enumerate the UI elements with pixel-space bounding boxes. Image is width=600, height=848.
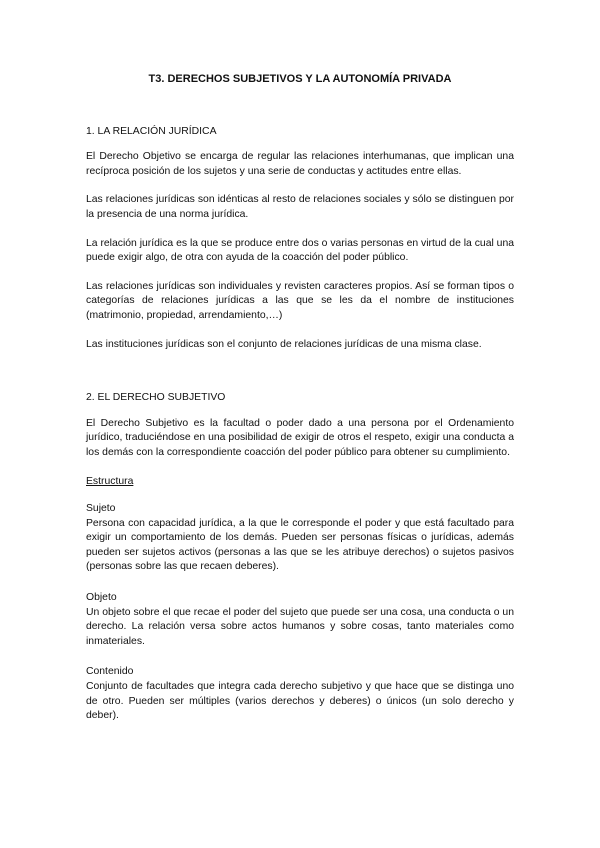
section-1-paragraph-3: La relación jurídica es la que se produce entre dos o varias personas en virtud de la cual una puede exigir algo, de otra con ayuda de la coacción del poder público. — [86, 237, 515, 264]
section-1-paragraph-4: Las relaciones jurídicas son individuales y revisten caracteres propios. Así se forman tipos o categorías de relaciones jurídicas a las que se les da el nombre de instituciones (matrimonio, propiedad, arrendamiento,…) — [86, 280, 514, 321]
section-1-paragraph-5: Las instituciones jurídicas son el conjunto de relaciones jurídicas de una misma clase. — [86, 338, 482, 350]
document-title: T3. DERECHOS SUBJETIVOS Y LA AUTONOMÍA PRIVADA — [148, 73, 452, 85]
section-2-heading: 2. EL DERECHO SUBJETIVO — [86, 392, 226, 404]
section-2-intro: El Derecho Subjetivo es la facultad o poder dado a una persona por el Ordenamiento jurídico, traduciéndose en una posibilidad de exigir de otros el respeto, exigir una conducta a los demás con la correspondiente coacción del poder público para obtener su cumplimiento. — [86, 417, 514, 458]
sujeto-heading: Sujeto — [86, 503, 116, 515]
objeto-heading: Objeto — [86, 592, 117, 604]
structure-heading: Estructura — [86, 475, 134, 487]
section-1-paragraph-2: Las relaciones jurídicas son idénticas al resto de relaciones sociales y sólo se distinguen por la presencia de una norma jurídica. — [86, 194, 514, 220]
contenido-heading: Contenido — [86, 666, 134, 678]
contenido-body: Conjunto de facultades que integra cada derecho subjetivo y que hace que se distinga uno de otro. Pueden ser múltiples (varios derechos y deberes) o únicos (un solo derecho y deber). — [86, 681, 514, 722]
section-1-paragraph-1: El Derecho Objetivo se encarga de regular las relaciones interhumanas, que implican una recíproca posición de los sujetos y una serie de conductas y actitudes entre ellas. — [86, 151, 514, 177]
sujeto-body: Persona con capacidad jurídica, a la que le corresponde el poder y que está facultado para exigir un comportamiento de los demás. Pueden ser personas físicas o jurídicas, además pueden ser sujetos activos (personas a las que se les atribuye derechos) o sujetos pasivos (personas sobre las que recaen deberes). — [86, 517, 514, 573]
objeto-body: Un objeto sobre el que recae el poder del sujeto que puede ser una cosa, una conducta o un derecho. La relación versa sobre actos humanos y sobre cosas, tanto materiales como inmateriales. — [86, 606, 514, 647]
section-1-heading: 1. LA RELACIÓN JURÍDICA — [86, 125, 217, 137]
